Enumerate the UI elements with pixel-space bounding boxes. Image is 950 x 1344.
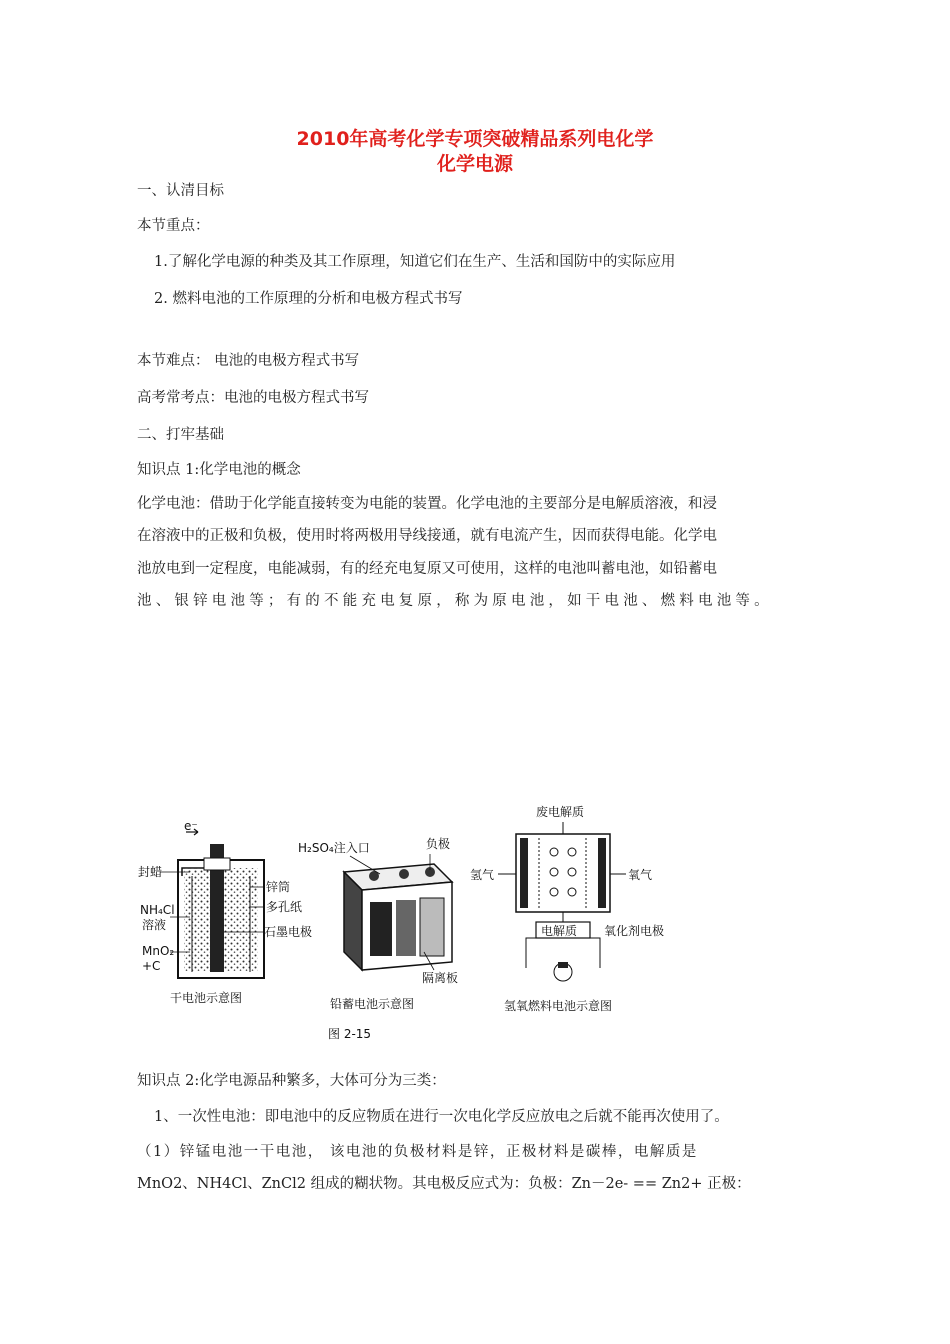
label-plus-c: +C [142,959,161,973]
label-oxygen: 氧气 [628,868,653,882]
label-zinc-can: 锌筒 [266,880,291,894]
section-heading-basics: 二、打牢基础 [137,427,224,443]
label-oxidant-electrode: 氧化剂电极 [604,924,665,938]
key-point-2: 2. 燃料电池的工作原理的分析和电极方程式书写 [154,291,463,307]
label-electrolyte: 电解质 [541,924,578,938]
paragraph-line: （1）锌锰电池一干电池， 该电池的负极材料是锌，正极材料是碳棒，电解质是 [137,1144,698,1160]
label-separator: 隔离板 [422,971,459,985]
label-hydrogen: 氢气 [470,868,495,882]
difficulty-line: 本节难点： 电池的电极方程式书写 [137,353,360,369]
label-waste-electrolyte: 废电解质 [536,805,585,819]
label-graphite: 石墨电极 [264,925,313,939]
knowledge-point-2-title: 知识点 2:化学电源品种繁多，大体可分为三类： [137,1073,446,1089]
lead-battery-diagram [298,836,458,1011]
paragraph-line: 化学电池：借助于化学能直接转变为电能的装置。化学电池的主要部分是电解质溶液，和浸 [137,496,717,512]
section-heading-goals: 一、认清目标 [137,183,224,199]
caption-dry-cell: 干电池示意图 [170,991,243,1005]
paragraph-line: MnO2、NH4Cl、ZnCl2 组成的糊状物。其电极反应式为：负极：Zn－2e- == Zn2+ 正极： [137,1176,751,1193]
label-h2so4-inlet: H₂SO₄注入口 [298,841,370,855]
label-mno2: MnO₂ [142,944,175,958]
label-seal: 封蜡 [138,865,163,879]
battery-diagrams-figure [134,792,679,1046]
figure-number: 图 2-15 [328,1027,372,1041]
label-negative-pole: 负极 [426,837,451,851]
knowledge-point-1-paragraph [137,488,813,617]
caption-lead-battery: 铅蓄电池示意图 [330,997,415,1011]
knowledge-point-1-title: 知识点 1:化学电池的概念 [137,462,301,478]
paragraph-line: 在溶液中的正极和负极，使用时将两极用导线接通，就有电流产生，因而获得电能。化学电 [137,528,717,545]
document-subtitle: 化学电源 [436,153,513,175]
label-porous-paper: 多孔纸 [266,900,303,914]
battery-diagrams-svg [134,792,679,1046]
dry-cell-diagram [138,819,312,1005]
exam-point-line: 高考常考点：电池的电极方程式书写 [137,390,369,406]
caption-fuel-cell: 氢氧燃料电池示意图 [504,999,613,1013]
label-electron: e⁻ [184,819,198,833]
paragraph-line: 池、银锌电池等；有的不能充电复原，称为原电池，如干电池、燃料电池等。 [137,592,773,609]
key-point-1: 1.了解化学电源的种类及其工作原理，知道它们在生产、生活和国防中的实际应用 [154,254,676,270]
label-solution: 溶液 [142,918,167,932]
document-title: 2010年高考化学专项突破精品系列电化学 [296,128,654,150]
key-points-label: 本节重点： [137,218,210,234]
zinc-manganese-paragraph [137,1136,813,1201]
label-nh4cl: NH₄Cl [140,903,175,917]
primary-cell-line: 1、一次性电池：即电池中的反应物质在进行一次电化学反应放电之后就不能再次使用了。 [154,1109,729,1125]
paragraph-line: 池放电到一定程度，电能减弱，有的经充电复原又可使用，这样的电池叫蓄电池，如铅蓄电 [137,560,717,577]
fuel-cell-diagram [470,804,664,1013]
